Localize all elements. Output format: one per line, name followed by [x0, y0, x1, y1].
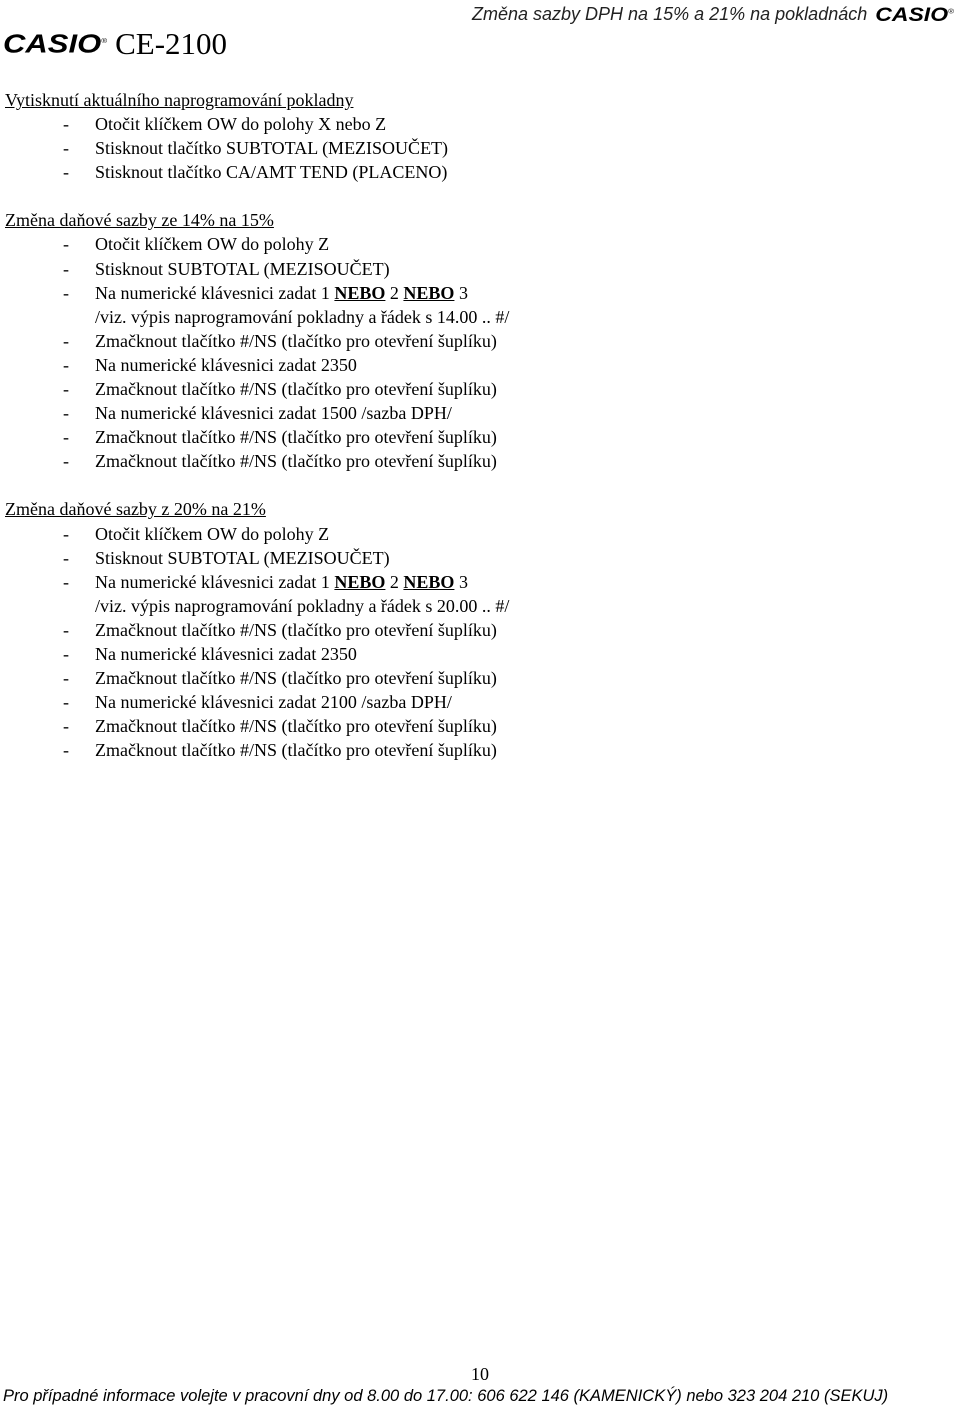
step-item [5, 112, 950, 136]
step-item [5, 449, 950, 473]
bullet-dash: - [63, 692, 69, 713]
step-text: Zmačknout tlačítko #/NS (tlačítko pro otevření šuplíku) [95, 668, 497, 689]
step-item [5, 666, 950, 690]
bullet-dash: - [63, 716, 69, 737]
step-item [5, 570, 950, 594]
step-item [5, 618, 950, 642]
step-text: Otočit klíčkem OW do polohy Z [95, 523, 330, 544]
step-item [5, 257, 950, 281]
step-text: Zmačknout tlačítko #/NS (tlačítko pro otevření šuplíku) [95, 451, 497, 472]
step-text: Na numerické klávesnici zadat 1500 /sazba DPH/ [95, 403, 452, 424]
step-text: Na numerické klávesnici zadat 2350 [95, 354, 357, 375]
step-text: Stisknout tlačítko CA/AMT TEND (PLACENO) [95, 162, 448, 183]
step-text: Zmačknout tlačítko #/NS (tlačítko pro otevření šuplíku) [95, 379, 497, 400]
section [5, 88, 950, 184]
step-item [5, 738, 950, 762]
footer-contact: Pro případné informace volejte v pracovní dny od 8.00 do 17.00: 606 622 146 (KAMENICKÝ) nebo 323 204 210 (SEKUJ) [3, 1387, 889, 1405]
step-text: Na numerické klávesnici zadat 1 NEBO 2 NEBO 3 [95, 571, 468, 592]
document-brand [3, 26, 227, 62]
step-item [5, 160, 950, 184]
step-text: Zmačknout tlačítko #/NS (tlačítko pro otevření šuplíku) [95, 716, 497, 737]
bullet-dash: - [63, 740, 69, 761]
casio-logo-small: CASIO® [875, 2, 954, 25]
step-text: Stisknout tlačítko SUBTOTAL (MEZISOUČET) [95, 138, 449, 159]
step-item [5, 353, 950, 377]
step-item [5, 401, 950, 425]
step-item [5, 136, 950, 160]
bullet-dash: - [63, 162, 69, 183]
step-item [5, 690, 950, 714]
casio-logo: CASIO® [3, 28, 108, 59]
section [5, 497, 950, 762]
bullet-dash: - [63, 138, 69, 159]
bullet-dash: - [63, 571, 69, 592]
step-text: Zmačknout tlačítko #/NS (tlačítko pro otevření šuplíku) [95, 427, 497, 448]
step-text: Zmačknout tlačítko #/NS (tlačítko pro otevření šuplíku) [95, 740, 497, 761]
section [5, 208, 950, 473]
brand-text: CASIO [875, 2, 949, 25]
bullet-dash: - [63, 234, 69, 255]
bullet-dash: - [63, 330, 69, 351]
section-heading: Změna daňové sazby z 20% na 21% [5, 499, 266, 520]
bullet-dash: - [63, 451, 69, 472]
keyword-emphasis: NEBO [334, 282, 386, 303]
bullet-dash: - [63, 547, 69, 568]
step-item [5, 522, 950, 546]
bullet-dash: - [63, 403, 69, 424]
page-number: 10 [471, 1364, 489, 1384]
step-item [5, 425, 950, 449]
keyword-emphasis: NEBO [403, 571, 455, 592]
step-item [5, 714, 950, 738]
step-item [5, 329, 950, 353]
step-text: Stisknout SUBTOTAL (MEZISOUČET) [95, 547, 390, 568]
step-text: /viz. výpis naprogramování pokladny a řádek s 20.00 .. #/ [95, 595, 510, 616]
step-item [5, 642, 950, 666]
step-item [5, 232, 950, 256]
running-header-title: Změna sazby DPH na 15% a 21% na pokladnách [472, 3, 868, 24]
bullet-dash: - [63, 379, 69, 400]
document-body [5, 88, 950, 762]
bullet-dash: - [63, 282, 69, 303]
step-note [5, 594, 950, 618]
step-item [5, 546, 950, 570]
section-heading: Vytisknutí aktuálního naprogramování pokladny [5, 90, 354, 110]
step-item [5, 377, 950, 401]
bullet-dash: - [63, 619, 69, 640]
keyword-emphasis: NEBO [403, 282, 455, 303]
bullet-dash: - [63, 258, 69, 279]
step-text: Na numerické klávesnici zadat 2100 /sazba DPH/ [95, 692, 452, 713]
step-text: Na numerické klávesnici zadat 2350 [95, 643, 357, 664]
bullet-dash: - [63, 114, 69, 135]
brand-text-large: CASIO [3, 28, 102, 59]
model-name: CE-2100 [115, 26, 228, 61]
step-text: Na numerické klávesnici zadat 1 NEBO 2 NEBO 3 [95, 282, 468, 303]
bullet-dash: - [63, 523, 69, 544]
step-text: Otočit klíčkem OW do polohy X nebo Z [95, 114, 387, 135]
step-text: Zmačknout tlačítko #/NS (tlačítko pro otevření šuplíku) [95, 330, 497, 351]
bullet-dash: - [63, 643, 69, 664]
step-text: Otočit klíčkem OW do polohy Z [95, 234, 330, 255]
step-text: Zmačknout tlačítko #/NS (tlačítko pro otevření šuplíku) [95, 619, 497, 640]
bullet-dash: - [63, 427, 69, 448]
section-heading: Změna daňové sazby ze 14% na 15% [5, 210, 274, 231]
step-text: Stisknout SUBTOTAL (MEZISOUČET) [95, 258, 390, 279]
step-item [5, 281, 950, 305]
bullet-dash: - [63, 354, 69, 375]
bullet-dash: - [63, 668, 69, 689]
step-note [5, 305, 950, 329]
step-text: /viz. výpis naprogramování pokladny a řádek s 14.00 .. #/ [95, 306, 510, 327]
running-header [472, 2, 954, 26]
keyword-emphasis: NEBO [334, 571, 386, 592]
